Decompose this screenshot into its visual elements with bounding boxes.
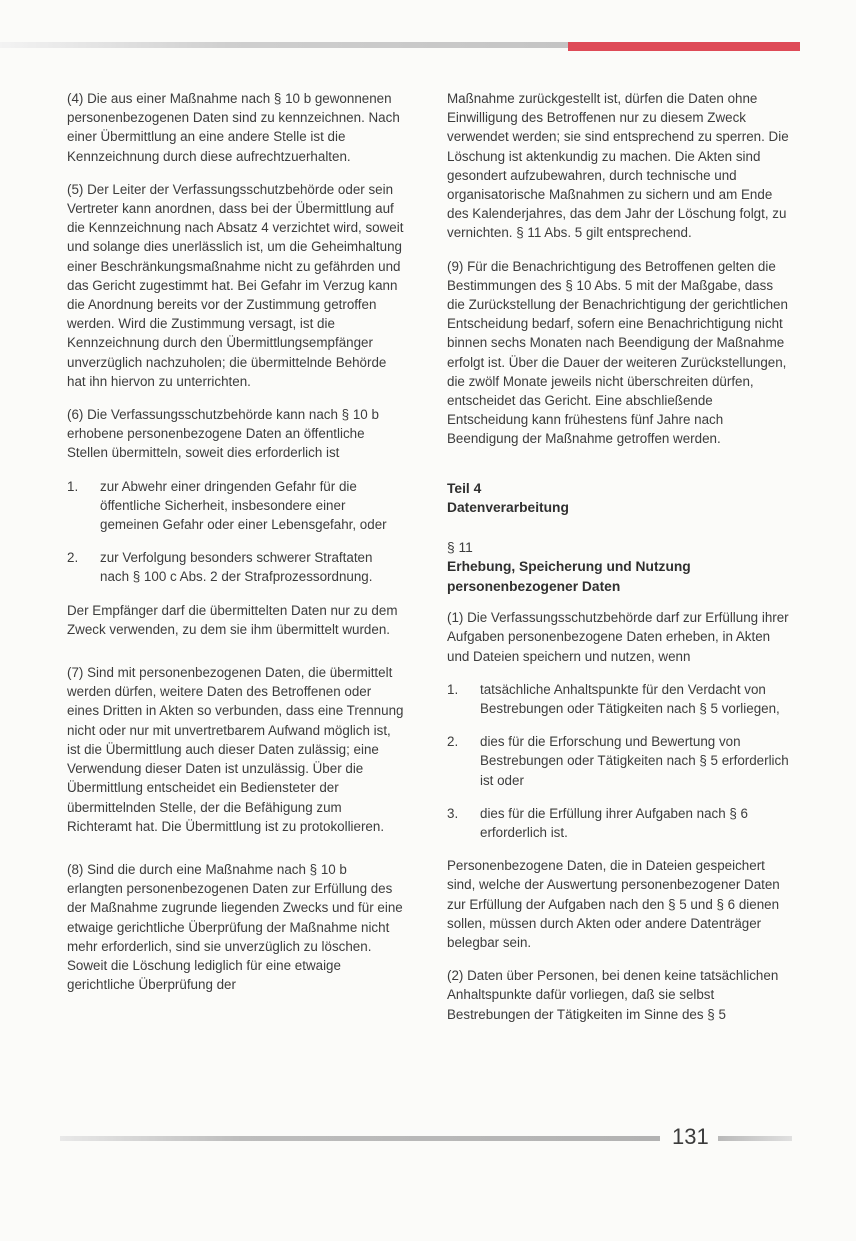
list-item [67, 477, 405, 535]
list-item-text: dies für die Erfüllung ihrer Aufgaben nach § 6 erforderlich ist. [480, 805, 748, 840]
section-number: § 11 [447, 539, 473, 555]
paragraph-6: (6) Die Verfassungsschutzbehörde kann nach § 10 b erhobene personenbezogene Daten an öffentliche Stellen übermitteln, soweit dies erforderlich ist [67, 407, 379, 461]
list-item [447, 804, 793, 842]
list-item [447, 732, 793, 790]
paragraph-9: (9) Für die Benachrichtigung des Betroffenen gelten die Bestimmungen des § 10 Abs. 5 mit der Maßgabe, dass die Zurückstellung der Benachrichtigung der gerichtlichen Entscheidung bedarf, sofern eine Benachrichtigung nicht binnen sechs Monaten nach Beendigung der Maßnahme erfolgt ist. Über die Dauer der weiteren Zurückstellungen, die zwölf Monate jeweils nicht überschreiten dürfen, entscheidet das Gericht. Eine abschließende Entscheidung kann frühestens fünf Jahre nach Beendigung der Maßnahme getroffen werden. [447, 258, 788, 447]
list-item-number: 2. [447, 734, 459, 750]
list-item-number: 1. [67, 478, 79, 494]
section-paragraph-1-after: Personenbezogene Daten, die in Dateien gespeichert sind, welche der Auswertung personenbezogener Daten zur Erfüllung der Aufgaben nach den § 5 und § 6 dienen sollen, müssen durch Akten oder andere Datenträger belegbar sein. [447, 858, 780, 950]
paragraph-8-continued: Maßnahme zurückgestellt ist, dürfen die Daten ohne Einwilligung des Betroffenen nur zu diesem Zweck verwendet werden; sie sind entsprechend zu sperren. Die Löschung ist aktenkundig zu machen. Die Akten sind gesondert aufzubewahren, durch technische und organisatorische Maßnahmen zu sichern und am Ende des Kalenderjahres, das dem Jahr der Löschung folgt, zu vernichten. § 11 Abs. 5 gilt entsprechend. [447, 91, 789, 241]
header-accent-bar [568, 42, 800, 51]
left-column [67, 89, 405, 1008]
section-title: Erhebung, Speicherung und Nutzung personenbezogener Daten [447, 559, 691, 594]
list-item-text: zur Abwehr einer dringenden Gefahr für die öffentliche Sicherheit, insbesondere einer gemeinen Gefahr oder einer Lebensgefahr, oder [100, 478, 387, 533]
footer-rule-tail [718, 1136, 792, 1141]
paragraph-4: (4) Die aus einer Maßnahme nach § 10 b gewonnenen personenbezogenen Daten sind zu kennzeichnen. Nach einer Übermittlung an eine andere Stelle ist die Kennzeichnung durch diese aufrechtzuerhalten. [67, 91, 400, 164]
paragraph-8: (8) Sind die durch eine Maßnahme nach § 10 b erlangten personenbezogenen Daten zur Erfüllung des der Maßnahme zugrunde liegenden Zwecks und für eine etwaige gerichtliche Überprüfung der Maßnahme nicht mehr erforderlich, sind sie unverzüglich zu löschen. Soweit die Löschung lediglich für eine etwaige gerichtliche Überprüfung der [67, 861, 403, 993]
paragraph-7: (7) Sind mit personenbezogenen Daten, die übermittelt werden dürfen, weitere Daten des Betroffenen oder eines Dritten in Akten so verbunden, dass eine Trennung nicht oder nur mit unvertretbarem Aufwand möglich ist, ist die Übermittlung auch dieser Daten zulässig; eine Verwendung dieser Daten ist unzulässig. Über die Übermittlung entscheidet ein Bediensteter der übermittelnden Stelle, der die Befähigung zum Richteramt hat. Die Übermittlung ist zu protokollieren. [67, 665, 404, 834]
paragraph-5: (5) Der Leiter der Verfassungsschutzbehörde oder sein Vertreter kann anordnen, dass bei der Übermittlung auf die Kennzeichnung nach Absatz 4 verzichtet wird, soweit und solange dies unerlässlich ist, um die Geheimhaltung einer Beschränkungsmaßnahme nicht zu gefährden und das Gericht zugestimmt hat. Bei Gefahr im Verzug kann die Anordnung bereits vor der Zustimmung getroffen werden. Wird die Zustimmung versagt, ist die Kennzeichnung durch den Übermittlungsempfänger unverzüglich nachzuholen; die übermittelnde Behörde hat ihn hiervon zu unterrichten. [67, 181, 404, 389]
footer-rule [60, 1136, 660, 1141]
part-heading [447, 479, 793, 518]
section-paragraph-1: (1) Die Verfassungsschutzbehörde darf zur Erfüllung ihrer Aufgaben personenbezogene Daten erheben, in Akten und Dateien speichern und nutzen, wenn [447, 610, 789, 664]
list-item [67, 548, 405, 586]
paragraph-6-after: Der Empfänger darf die übermittelten Daten nur zu dem Zweck verwenden, zu dem sie ihm übermittelt wurden. [67, 602, 398, 637]
list-item [447, 680, 793, 718]
right-column [447, 89, 793, 1038]
section-paragraph-2: (2) Daten über Personen, bei denen keine tatsächlichen Anhaltspunkte dafür vorliegen, daß sie selbst Bestrebungen der Tätigkeiten im Sinne des § 5 [447, 968, 779, 1022]
page-number: 131 [672, 1124, 709, 1149]
list-item-text: zur Verfolgung besonders schwerer Straftaten nach § 100 c Abs. 2 der Strafprozessordnung. [100, 550, 373, 585]
part-title: Datenverarbeitung [447, 500, 569, 516]
list-item-number: 1. [447, 681, 459, 697]
list-item-number: 2. [67, 550, 79, 566]
header-rule [0, 42, 568, 48]
list-item-number: 3. [447, 805, 459, 821]
list-item-text: dies für die Erforschung und Bewertung von Bestrebungen oder Tätigkeiten nach § 5 erforderlich ist oder [480, 734, 789, 788]
part-label: Teil 4 [447, 480, 482, 496]
list-item-text: tatsächliche Anhaltspunkte für den Verdacht von Bestrebungen oder Tätigkeiten nach § 5 vorliegen, [480, 681, 780, 716]
